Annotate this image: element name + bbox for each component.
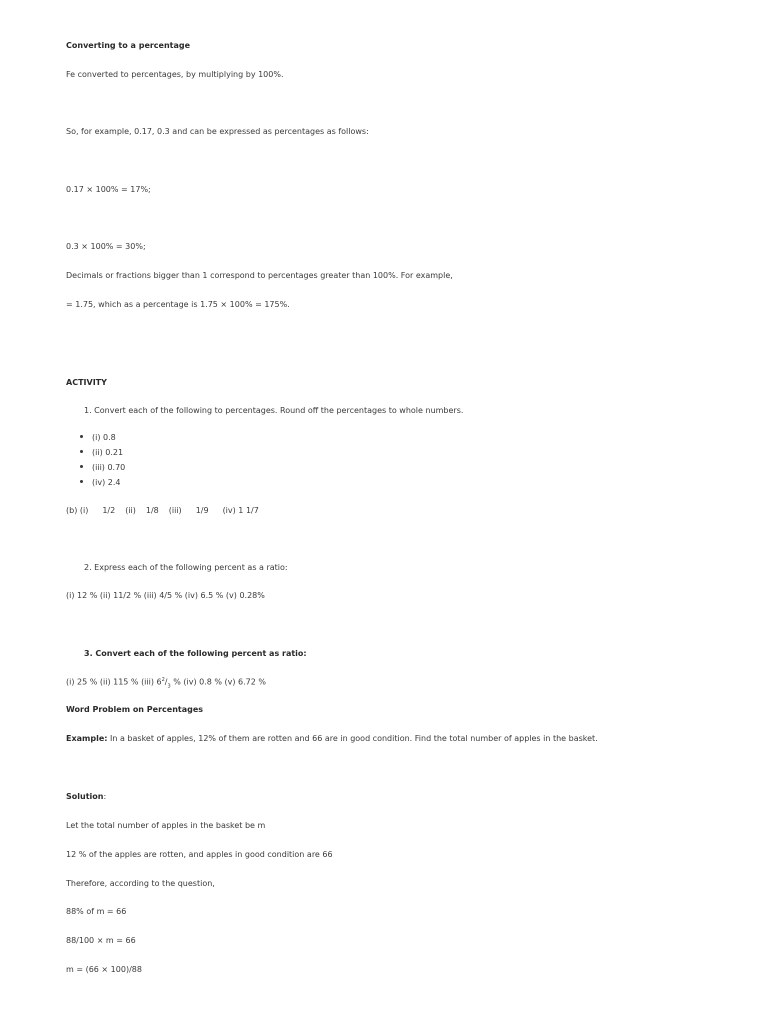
question-1: 1. Convert each of the following to percentages. Round off the percentages to whole numbers. — [84, 406, 464, 415]
question-2-items: (i) 12 % (ii) 11/2 % (iii) 4/5 % (iv) 6.5 % (v) 0.28% — [66, 591, 265, 600]
bullet-icon — [80, 480, 83, 483]
list-item: (i) 0.8 — [80, 432, 116, 443]
bullet-icon — [80, 450, 83, 453]
question-3-items: (i) 25 % (ii) 115 % (iii) $6^2/_3$ % (iv) 0.8 % (v) 6.72 % — [66, 677, 267, 690]
example-text: Example: In a basket of apples, 12% of them are rotten and 66 are in good condition. Find the total number of apples in the basket. — [66, 734, 598, 743]
solution-label: Solution: — [66, 792, 107, 801]
bigger-example: = 1.75, which as a percentage is 1.75 × 100% = 175%. — [66, 300, 290, 309]
solution-line-2: 12 % of the apples are rotten, and apples in good condition are 66 — [66, 850, 333, 859]
list-item: (iv) 2.4 — [80, 477, 120, 488]
solution-line-5: 88/100 × m = 66 — [66, 936, 136, 945]
bigger-text: Decimals or fractions bigger than 1 correspond to percentages greater than 100%. For example, — [66, 271, 453, 280]
calc-line-1: 0.17 × 100% = 17%; — [66, 185, 151, 194]
calc-line-2: 0.3 × 100% = 30%; — [66, 242, 146, 251]
example-lead: So, for example, 0.17, 0.3 and can be expressed as percentages as follows: — [66, 127, 369, 136]
bullet-icon — [80, 435, 83, 438]
bullet-icon — [80, 465, 83, 468]
intro-text: Fe converted to percentages, by multiplying by 100%. — [66, 70, 284, 79]
heading-converting: Converting to a percentage — [66, 41, 191, 50]
solution-line-1: Let the total number of apples in the basket be m — [66, 821, 266, 830]
solution-line-6: m = (66 × 100)/88 — [66, 965, 142, 974]
solution-line-3: Therefore, according to the question, — [66, 879, 215, 888]
list-item: (iii) 0.70 — [80, 462, 125, 473]
list-item: (ii) 0.21 — [80, 447, 123, 458]
question-2: 2. Express each of the following percent as a ratio: — [84, 563, 288, 572]
question-1b: (b) (i) 1/2 (ii) 1/8 (iii) 1/9 (iv) 1 1/7 — [66, 506, 259, 515]
activity-heading: ACTIVITY — [66, 378, 107, 387]
solution-line-4: 88% of m = 66 — [66, 907, 127, 916]
word-problem-heading: Word Problem on Percentages — [66, 705, 204, 714]
question-3: 3. Convert each of the following percent as ratio: — [84, 649, 307, 658]
